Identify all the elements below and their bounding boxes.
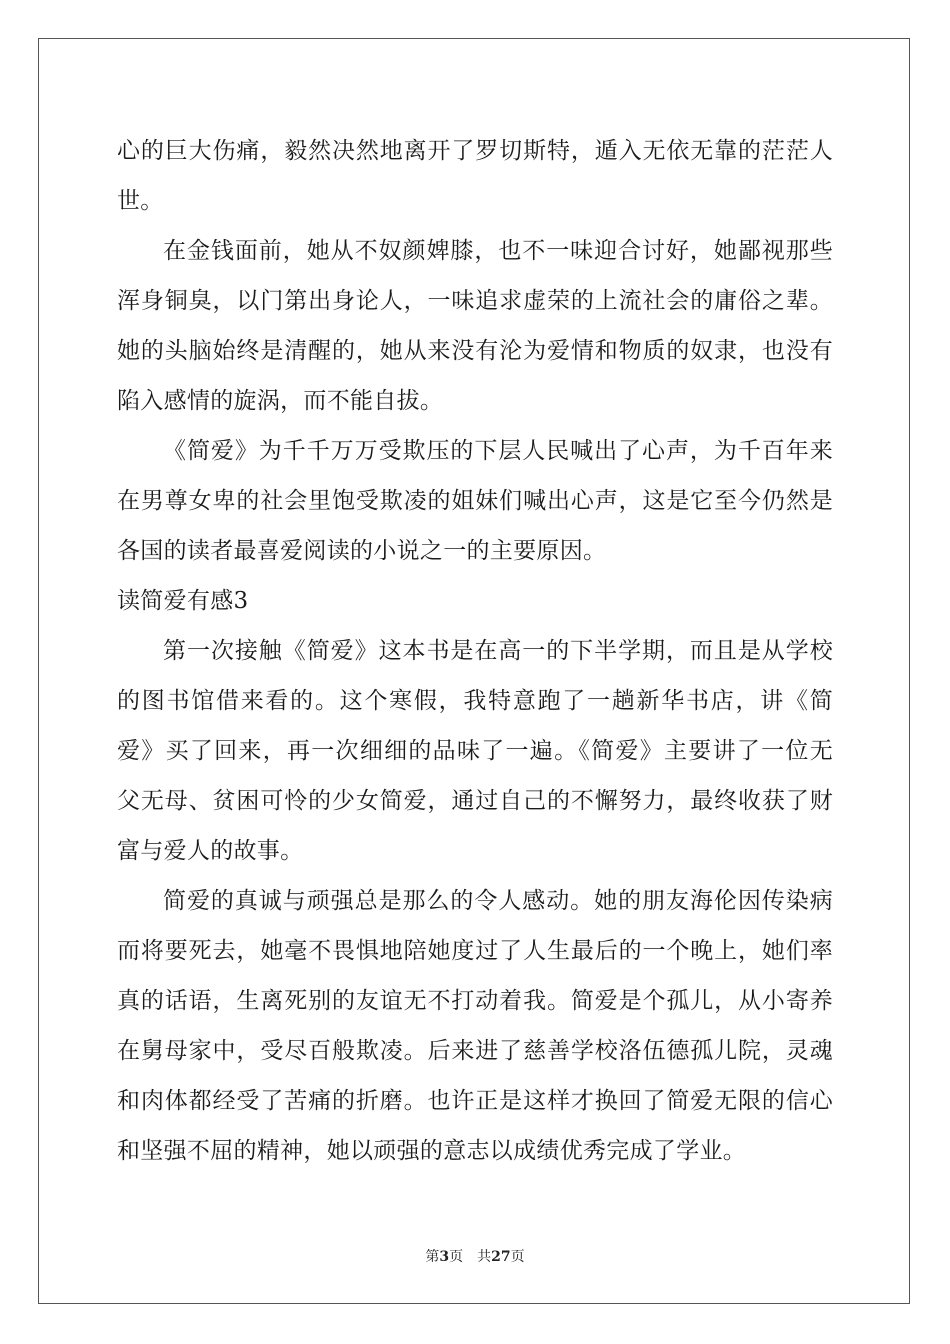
text-line: 她的头脑始终是清醒的，她从来没有沦为爱情和物质的奴隶，也没有 (117, 338, 833, 364)
footer-total-prefix: 共 (477, 1249, 492, 1265)
text-line: 心的巨大伤痛，毅然决然地离开了罗切斯特，遁入无依无靠的茫茫人 (117, 138, 833, 164)
text-line: 浑身铜臭，以门第出身论人，一味追求虚荣的上流社会的庸俗之辈。 (117, 288, 833, 314)
section-heading: 读简爱有感3 (117, 588, 249, 614)
text-line: 和坚强不屈的精神，她以顽强的意志以成绩优秀完成了学业。 (117, 1138, 747, 1164)
paragraph-first-line: 第一次接触《简爱》这本书是在高一的下半学期，而且是从学校 (163, 638, 833, 664)
text-line: 的图书馆借来看的。这个寒假，我特意跑了一趟新华书店，讲《简 (117, 688, 833, 714)
paragraph-first-line: 简爱的真诚与顽强总是那么的令人感动。她的朋友海伦因传染病 (163, 888, 833, 914)
footer-total-suffix: 页 (510, 1249, 525, 1265)
paragraph-first-line: 《简爱》为千千万万受欺压的下层人民喊出了心声，为千百年来 (163, 438, 833, 464)
text-line: 在舅母家中，受尽百般欺凌。后来进了慈善学校洛伍德孤儿院，灵魂 (117, 1038, 833, 1064)
text-line: 爱》买了回来，再一次细细的品味了一遍。《简爱》主要讲了一位无 (117, 738, 833, 764)
footer-prefix: 第 (425, 1249, 440, 1265)
current-page-number: 3 (439, 1249, 450, 1265)
text-line: 真的话语，生离死别的友谊无不打动着我。简爱是个孤儿，从小寄养 (117, 988, 833, 1014)
text-line: 富与爱人的故事。 (117, 838, 304, 864)
text-line: 陷入感情的旋涡，而不能自拔。 (117, 388, 444, 414)
text-line: 而将要死去，她毫不畏惧地陪她度过了人生最后的一个晚上，她们率 (117, 938, 833, 964)
text-line: 各国的读者最喜爱阅读的小说之一的主要原因。 (117, 538, 607, 564)
text-line: 在男尊女卑的社会里饱受欺凌的姐妹们喊出心声，这是它至今仍然是 (117, 488, 833, 514)
document-body (117, 126, 833, 1176)
text-line: 父无母、贫困可怜的少女简爱，通过自己的不懈努力，最终收获了财 (117, 788, 833, 814)
total-pages-number: 27 (491, 1249, 511, 1265)
text-line: 和肉体都经受了苦痛的折磨。也许正是这样才换回了简爱无限的信心 (117, 1088, 833, 1114)
footer-page-suffix: 页 (449, 1249, 464, 1265)
paragraph-first-line: 在金钱面前，她从不奴颜婢膝，也不一味迎合讨好，她鄙视那些 (163, 238, 833, 264)
page-footer (0, 1246, 950, 1266)
text-line: 世。 (117, 188, 164, 214)
